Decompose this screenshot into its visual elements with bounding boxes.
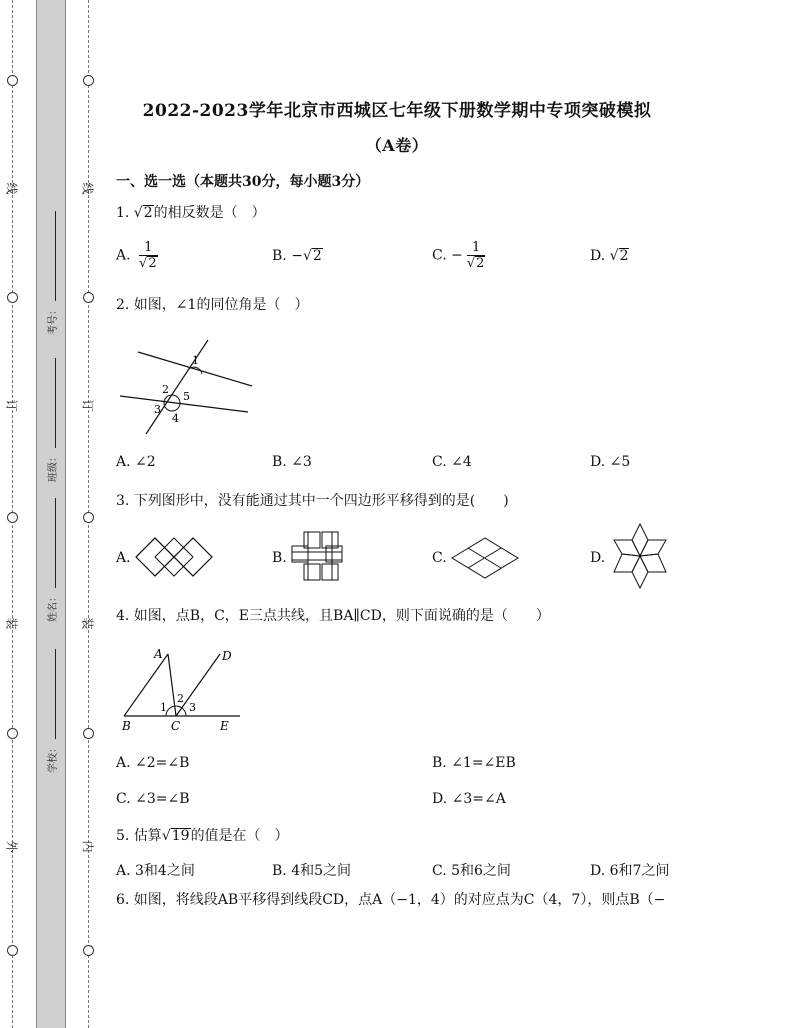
q1-option-c[interactable]: C. − $\frac{1}{√2}$	[432, 240, 485, 271]
margin-char-xian-outer: 线	[4, 182, 19, 195]
question-3: 3. 下列图形中，没有能通过其中一个四边形平移得到的是( )	[116, 493, 509, 509]
q4-label-2: 2	[177, 692, 184, 705]
margin-char-xian-inner: 线	[80, 182, 95, 195]
q2-label-3: 3	[154, 403, 161, 416]
binding-hole-marker	[7, 292, 18, 303]
q5-option-b[interactable]: B. 4和5之间	[272, 863, 352, 879]
margin-char-wai: 外	[4, 840, 19, 853]
binding-hole-marker	[83, 292, 94, 303]
margin-char-zhuang-inner: 装	[80, 617, 95, 630]
q1-option-b[interactable]: B. −√2	[272, 248, 322, 264]
q4-option-a[interactable]: A. ∠2=∠B	[116, 755, 190, 771]
q4-label-3: 3	[189, 701, 196, 714]
q4-line-CD	[176, 654, 220, 716]
q2-figure	[116, 330, 261, 440]
q4-label-E: E	[220, 719, 229, 733]
question-5: 5. 估算√19的值是在（ ）	[116, 828, 289, 844]
q1-option-d[interactable]: D. √2	[590, 248, 629, 264]
q2-option-a[interactable]: A. ∠2	[116, 454, 156, 470]
binding-hole-marker	[83, 512, 94, 523]
q3-option-b[interactable]: B.	[272, 550, 287, 566]
q4-label-B: B	[122, 719, 131, 733]
q4-option-c[interactable]: C. ∠3=∠B	[116, 791, 190, 807]
q1-radicand: 2	[143, 205, 153, 221]
q4-label-A: A	[154, 647, 163, 661]
margin-char-zhuang-outer: 装	[4, 617, 19, 630]
margin-char-ding-outer: 订	[4, 399, 19, 412]
q3-figure-c-rhombus-grid	[450, 536, 520, 580]
q1-option-a[interactable]: A. $\frac{1}{√2}$	[116, 240, 157, 271]
q4-label-D: D	[222, 649, 232, 663]
q2-label-5: 5	[183, 390, 190, 403]
binding-hole-marker	[7, 728, 18, 739]
field-school[interactable]: 学校：	[44, 649, 59, 773]
q2-option-d[interactable]: D. ∠5	[590, 454, 631, 470]
q3-option-d[interactable]: D.	[590, 550, 606, 566]
field-name[interactable]: 姓名：	[44, 498, 59, 622]
question-4: 4. 如图，点B，C，E三点共线，且BA∥CD，则下面说确的是（ ）	[116, 608, 550, 624]
q4-option-d[interactable]: D. ∠3=∠A	[432, 791, 506, 807]
q3-option-c[interactable]: C.	[432, 550, 447, 566]
q4-label-1: 1	[160, 701, 167, 714]
q3-option-a[interactable]: A.	[116, 550, 131, 566]
field-exam-number[interactable]: 考号：	[44, 211, 59, 335]
section-heading: 一、选一选（本题共30分，每小题3分）	[116, 174, 370, 190]
field-class[interactable]: 班级：	[44, 358, 59, 482]
page-subtitle: （A卷）	[365, 136, 429, 155]
binding-hole-marker	[83, 728, 94, 739]
question-1: 1. √2的相反数是（ ）	[116, 205, 266, 221]
q5-option-d[interactable]: D. 6和7之间	[590, 863, 670, 879]
question-6: 6. 如图，将线段AB平移得到线段CD，点A（−1，4）的对应点为C（4，7），则点B（−	[116, 892, 666, 908]
q2-label-4: 4	[172, 412, 179, 425]
q3-figure-b-squares	[290, 530, 350, 585]
q2-option-b[interactable]: B. ∠3	[272, 454, 312, 470]
binding-hole-marker	[83, 75, 94, 86]
margin-char-ding-inner: 订	[80, 399, 95, 412]
q3-figure-d-star	[608, 520, 672, 592]
binding-hole-marker	[7, 512, 18, 523]
q3-figure-a-rhombus-chain	[134, 536, 218, 578]
binding-hole-marker	[7, 945, 18, 956]
q5-radicand: 19	[171, 828, 190, 844]
q2-label-2: 2	[162, 383, 169, 396]
question-2: 2. 如图，∠1的同位角是（ ）	[116, 297, 309, 313]
margin-char-nei: 内	[80, 840, 95, 853]
q4-option-b[interactable]: B. ∠1=∠EB	[432, 755, 516, 771]
binding-hole-marker	[83, 945, 94, 956]
q2-label-1: 1	[192, 354, 199, 367]
q2-option-c[interactable]: C. ∠4	[432, 454, 472, 470]
binding-hole-marker	[7, 75, 18, 86]
q4-label-C: C	[171, 719, 181, 733]
page-title: 2022-2023学年北京市西城区七年级下册数学期中专项突破模拟	[142, 101, 652, 121]
q5-option-c[interactable]: C. 5和6之间	[432, 863, 511, 879]
q4-figure	[116, 640, 246, 735]
q5-option-a[interactable]: A. 3和4之间	[116, 863, 195, 879]
